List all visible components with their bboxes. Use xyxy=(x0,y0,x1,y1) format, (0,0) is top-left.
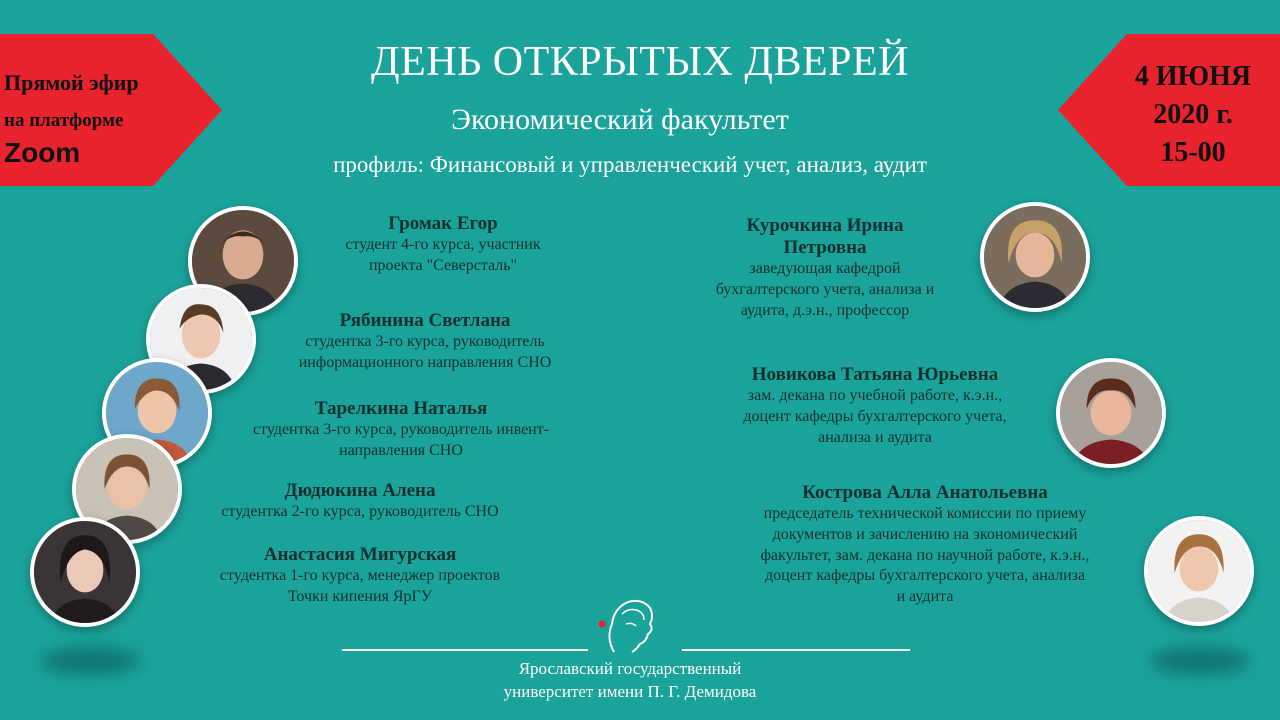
student-name: Громак Егор xyxy=(388,213,498,234)
student-desc: студентка 1-го курса, менеджер проектов xyxy=(219,567,501,584)
staff-entry-3 xyxy=(690,482,1160,608)
badge-line-3: Zoom xyxy=(4,137,81,168)
staff-desc: и аудита xyxy=(896,588,954,606)
avatar-shadow xyxy=(1150,648,1250,674)
staff-desc: доцент кафедры бухгалтерского учета, xyxy=(743,407,1007,425)
badge-line-2: на платформе xyxy=(4,110,124,131)
student-entry-5 xyxy=(160,544,560,608)
portrait-icon xyxy=(984,206,1086,308)
student-desc: студент 4-го курса, участник xyxy=(345,236,541,253)
avatar-staff-3 xyxy=(1144,516,1254,626)
badge-line-1: Прямой эфир xyxy=(4,70,139,95)
staff-desc: зам. декана по учебной работе, к.э.н., xyxy=(747,387,1003,404)
student-desc: проекта "Северсталь" xyxy=(368,256,518,274)
avatar-staff-1 xyxy=(980,202,1090,312)
student-entry-4 xyxy=(160,480,560,523)
staff-desc: доцент кафедры бухгалтерского учета, анализа xyxy=(764,567,1086,585)
staff-desc: факультет, зам. декана по научной работе, к.э.н., xyxy=(760,546,1090,564)
student-name: Анастасия Мигурская xyxy=(263,544,457,565)
staff-name: Кострова Алла Анатольевна xyxy=(802,482,1048,503)
avatar-shadow xyxy=(40,648,140,674)
avatar-staff-2 xyxy=(1056,358,1166,468)
student-desc: Точки кипения ЯрГУ xyxy=(287,587,433,605)
student-desc: студентка 3-го курса, руководитель xyxy=(305,333,545,350)
student-entry-3 xyxy=(196,398,606,462)
university-logo-icon xyxy=(592,594,662,656)
portrait-icon xyxy=(1060,362,1162,464)
footer-divider-right xyxy=(682,649,910,651)
event-date: 4 ИЮНЯ xyxy=(1134,61,1252,92)
staff-desc: аудита, д.э.н., профессор xyxy=(740,301,910,319)
university-name-line-1: Ярославский государственный xyxy=(518,659,742,678)
staff-name: Курочкина Ирина xyxy=(746,215,904,236)
staff-entry-1 xyxy=(660,215,990,321)
faculty-subtitle: Экономический факультет xyxy=(451,103,789,136)
avatar-student-5 xyxy=(30,517,140,627)
student-desc: информационного направления СНО xyxy=(298,353,552,371)
staff-name: Новикова Татьяна Юрьевна xyxy=(751,364,999,385)
student-name: Тарелкина Наталья xyxy=(314,398,488,419)
student-desc: направления СНО xyxy=(339,441,463,459)
portrait-icon xyxy=(1148,520,1250,622)
staff-desc: бухгалтерского учета, анализа и xyxy=(715,280,935,298)
footer-divider-left xyxy=(342,649,588,651)
staff-desc: заведующая кафедрой xyxy=(749,260,901,277)
student-entry-2 xyxy=(245,310,605,374)
portrait-icon xyxy=(34,521,136,623)
page-title: ДЕНЬ ОТКРЫТЫХ ДВЕРЕЙ xyxy=(370,39,909,85)
student-desc: студентка 2-го курса, руководитель СНО xyxy=(221,503,499,520)
student-name: Рябинина Светлана xyxy=(339,310,511,331)
university-name xyxy=(430,658,830,704)
university-name-line-2: университет имени П. Г. Демидова xyxy=(503,681,757,701)
student-desc: студентка 3-го курса, руководитель инвент- xyxy=(252,421,550,438)
staff-entry-2 xyxy=(680,364,1070,448)
staff-desc: документов и зачислению на экономический xyxy=(772,525,1078,543)
student-entry-1 xyxy=(283,213,603,277)
staff-desc: председатель технической комиссии по приему xyxy=(763,505,1087,522)
student-name: Дюдюкина Алена xyxy=(284,480,436,501)
profile-text: профиль: Финансовый и управленческий учет, анализ, аудит xyxy=(333,152,927,177)
staff-name: Петровна xyxy=(783,237,867,258)
event-time: 15-00 xyxy=(1160,137,1226,168)
event-year: 2020 г. xyxy=(1153,99,1233,130)
staff-desc: анализа и аудита xyxy=(818,428,932,446)
